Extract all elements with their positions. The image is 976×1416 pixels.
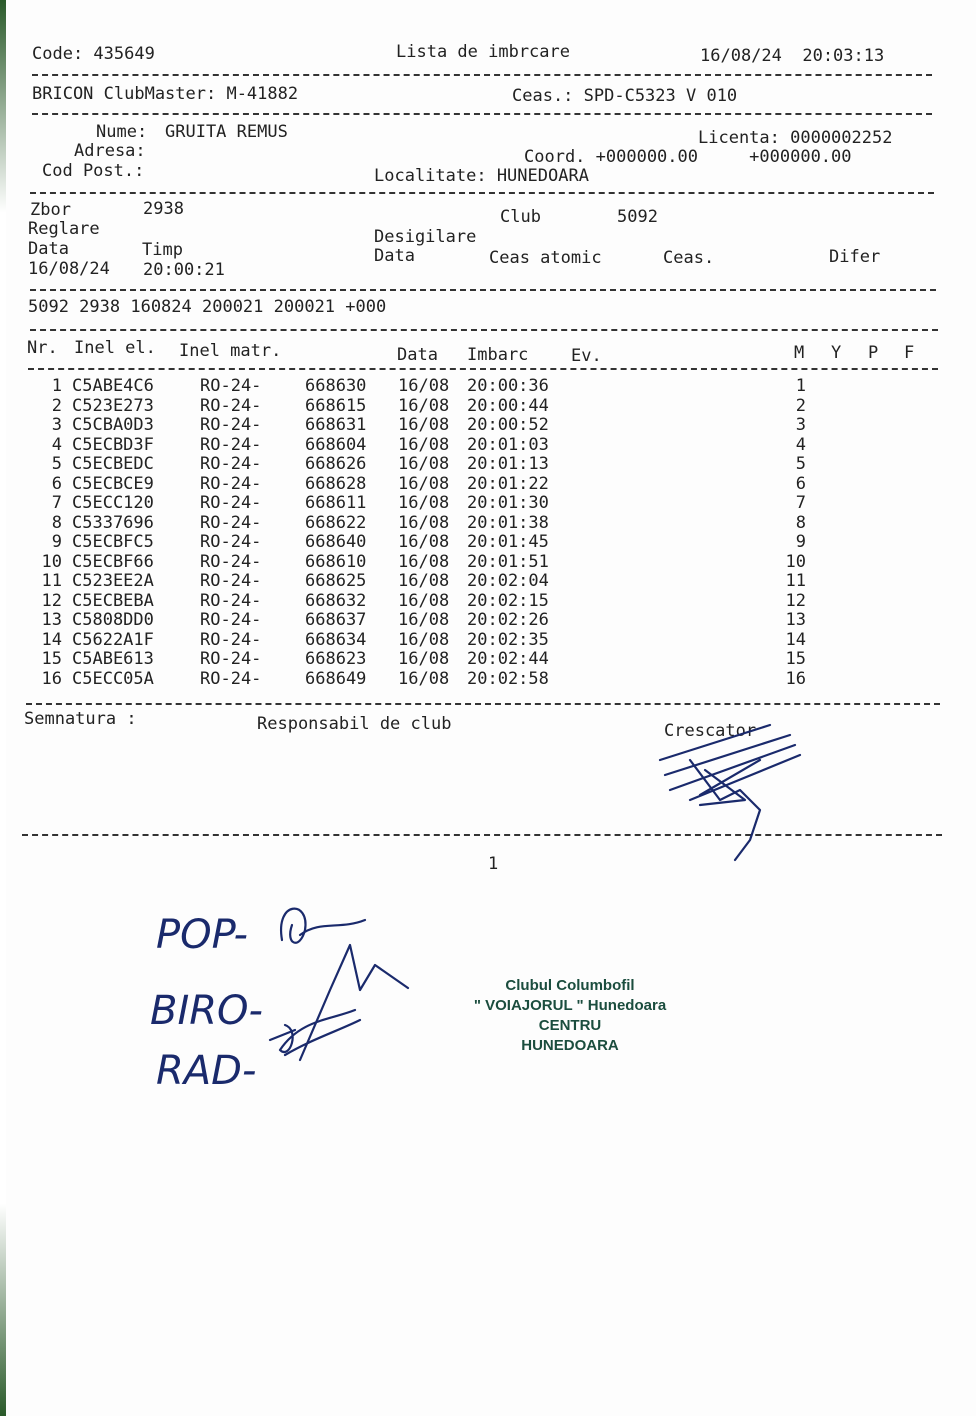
cell-date: 16/08 bbox=[398, 629, 450, 650]
cell-el: C5ECBEDC bbox=[72, 454, 154, 474]
cell-m: 16 bbox=[785, 668, 806, 689]
cell-prefix: RO-24- bbox=[200, 395, 262, 416]
cell-time: 20:02:44 bbox=[467, 649, 549, 669]
clock-text: Ceas.: SPD-C5323 V 010 bbox=[512, 86, 738, 106]
coord-text: Coord. +000000.00 +000000.00 bbox=[524, 147, 852, 167]
cell-prefix: RO-24- bbox=[200, 629, 262, 650]
cell-m: 2 bbox=[795, 395, 806, 416]
adresa-label: Adresa: bbox=[74, 141, 146, 161]
difer-label: Difer bbox=[829, 247, 881, 267]
cell-date: 16/08 bbox=[398, 395, 450, 416]
club-stamp bbox=[440, 976, 700, 1056]
cell-nr: 2 bbox=[51, 395, 62, 416]
cell-el: C5ECC05A bbox=[72, 668, 154, 689]
cell-el: C5ABE613 bbox=[72, 649, 154, 669]
col-imbarc: Imbarc bbox=[467, 345, 529, 365]
code-text: Code: 435649 bbox=[32, 44, 155, 64]
cell-m: 7 bbox=[795, 493, 806, 513]
col-inel-el: Inel el. bbox=[74, 338, 156, 358]
nume-label: Nume: bbox=[96, 122, 148, 142]
cell-el: C5ECBFC5 bbox=[72, 532, 154, 552]
reglare-date: 16/08/24 bbox=[28, 259, 110, 279]
cell-el: C5ECBEBA bbox=[72, 590, 154, 611]
cell-date: 16/08 bbox=[398, 434, 450, 455]
codpost-label: Cod Post.: bbox=[42, 161, 145, 181]
cell-m: 14 bbox=[785, 629, 806, 650]
cell-time: 20:01:13 bbox=[467, 454, 549, 474]
stamp-line-4: HUNEDOARA bbox=[521, 1037, 619, 1054]
cell-matr: 668626 bbox=[305, 454, 367, 474]
cell-matr: 668630 bbox=[305, 376, 367, 396]
cell-el: C5337696 bbox=[72, 512, 154, 533]
semnatura-label: Semnatura : bbox=[24, 709, 137, 729]
cell-m: 15 bbox=[785, 649, 806, 669]
cell-date: 16/08 bbox=[398, 649, 450, 669]
cell-date: 16/08 bbox=[398, 376, 450, 396]
cell-m: 3 bbox=[795, 415, 806, 435]
cell-m: 4 bbox=[795, 434, 806, 455]
cell-m: 5 bbox=[795, 454, 806, 474]
cell-date: 16/08 bbox=[398, 610, 450, 630]
ceas-atomic-label: Ceas atomic bbox=[489, 248, 602, 268]
cell-time: 20:01:03 bbox=[467, 434, 549, 455]
cell-prefix: RO-24- bbox=[200, 551, 262, 572]
cell-date: 16/08 bbox=[398, 571, 450, 591]
cell-nr: 11 bbox=[41, 571, 62, 591]
cell-matr: 668610 bbox=[305, 551, 367, 572]
cell-m: 10 bbox=[785, 551, 806, 572]
cell-m: 9 bbox=[795, 532, 806, 552]
col-y: Y bbox=[831, 343, 842, 363]
cell-prefix: RO-24- bbox=[200, 610, 262, 630]
cell-prefix: RO-24- bbox=[200, 434, 262, 455]
cell-nr: 12 bbox=[41, 590, 62, 611]
cell-time: 20:00:44 bbox=[467, 395, 549, 416]
cell-time: 20:02:04 bbox=[467, 571, 549, 591]
crescator-label: Crescator bbox=[664, 721, 757, 741]
cell-matr: 668634 bbox=[305, 629, 367, 650]
handwritten-pop: POP- bbox=[156, 912, 248, 958]
cell-nr: 5 bbox=[51, 454, 62, 474]
cell-time: 20:02:26 bbox=[467, 610, 549, 630]
cell-time: 20:01:38 bbox=[467, 512, 549, 533]
cell-time: 20:01:30 bbox=[467, 493, 549, 513]
cell-nr: 9 bbox=[51, 532, 62, 552]
cell-el: C523E273 bbox=[72, 395, 154, 416]
cell-prefix: RO-24- bbox=[200, 590, 262, 611]
cell-date: 16/08 bbox=[398, 532, 450, 552]
cell-matr: 668628 bbox=[305, 473, 367, 494]
cell-prefix: RO-24- bbox=[200, 493, 262, 513]
col-data: Data bbox=[397, 345, 438, 365]
cell-prefix: RO-24- bbox=[200, 454, 262, 474]
cell-prefix: RO-24- bbox=[200, 571, 262, 591]
cell-matr: 668611 bbox=[305, 493, 367, 513]
col-f: F bbox=[904, 343, 915, 363]
cell-nr: 14 bbox=[41, 629, 62, 650]
zbor-value: 2938 bbox=[143, 199, 184, 219]
cell-matr: 668625 bbox=[305, 571, 367, 591]
cell-matr: 668637 bbox=[305, 610, 367, 630]
cell-date: 16/08 bbox=[398, 551, 450, 572]
cell-prefix: RO-24- bbox=[200, 532, 262, 552]
cell-time: 20:02:58 bbox=[467, 668, 549, 689]
owner-name: GRUITA REMUS bbox=[165, 122, 288, 142]
club-value: 5092 bbox=[617, 207, 658, 227]
document-title: Lista de imbrcare bbox=[396, 42, 570, 62]
cell-date: 16/08 bbox=[398, 512, 450, 533]
cell-nr: 1 bbox=[51, 376, 62, 396]
licenta-text: Licenta: 0000002252 bbox=[698, 128, 893, 148]
biro-rad-signature bbox=[270, 945, 408, 1060]
cell-m: 11 bbox=[785, 571, 806, 591]
cell-prefix: RO-24- bbox=[200, 473, 262, 494]
stamp-line-2: " VOIAJORUL " Hunedoara bbox=[473, 997, 667, 1014]
cell-matr: 668615 bbox=[305, 395, 367, 416]
stamp-line-3: CENTRU bbox=[538, 1017, 602, 1034]
club-label: Club bbox=[500, 207, 541, 227]
data2-label: Data bbox=[374, 246, 415, 266]
cell-el: C5622A1F bbox=[72, 629, 154, 650]
cell-nr: 15 bbox=[41, 649, 62, 669]
handwritten-rad: RAD- bbox=[156, 1048, 257, 1094]
cell-matr: 668649 bbox=[305, 668, 367, 689]
cell-time: 20:00:36 bbox=[467, 376, 549, 396]
responsabil-label: Responsabil de club bbox=[257, 714, 452, 734]
cell-m: 1 bbox=[795, 376, 806, 396]
localitate-text: Localitate: HUNEDOARA bbox=[374, 166, 589, 186]
cell-time: 20:02:35 bbox=[467, 629, 549, 650]
cell-m: 8 bbox=[795, 512, 806, 533]
cell-prefix: RO-24- bbox=[200, 415, 262, 435]
timp-label: Timp bbox=[142, 240, 183, 260]
stamp-line-1: Clubul Columbofil bbox=[505, 977, 635, 994]
cell-date: 16/08 bbox=[398, 473, 450, 494]
cell-prefix: RO-24- bbox=[200, 376, 262, 396]
print-datetime: 16/08/24 20:03:13 bbox=[700, 46, 885, 66]
cell-time: 20:00:52 bbox=[467, 415, 549, 435]
summary-line: 5092 2938 160824 200021 200021 +000 bbox=[28, 297, 387, 317]
cell-matr: 668632 bbox=[305, 590, 367, 611]
zbor-label: Zbor bbox=[30, 200, 71, 220]
cell-nr: 8 bbox=[51, 512, 62, 533]
cell-el: C5ECBF66 bbox=[72, 551, 154, 572]
cell-el: C5ABE4C6 bbox=[72, 376, 154, 396]
cell-m: 6 bbox=[795, 473, 806, 494]
device-text: BRICON ClubMaster: M-41882 bbox=[32, 84, 299, 104]
cell-matr: 668623 bbox=[305, 649, 367, 669]
cell-el: C5ECBD3F bbox=[72, 434, 154, 455]
cell-m: 13 bbox=[785, 610, 806, 630]
cell-date: 16/08 bbox=[398, 415, 450, 435]
cell-time: 20:01:22 bbox=[467, 473, 549, 494]
cell-prefix: RO-24- bbox=[200, 649, 262, 669]
cell-nr: 16 bbox=[41, 668, 62, 689]
cell-date: 16/08 bbox=[398, 493, 450, 513]
page-number: 1 bbox=[488, 854, 499, 874]
col-m: M bbox=[794, 343, 805, 363]
cell-matr: 668640 bbox=[305, 532, 367, 552]
cell-matr: 668622 bbox=[305, 512, 367, 533]
cell-nr: 6 bbox=[51, 473, 62, 494]
col-p: P bbox=[868, 343, 879, 363]
cell-el: C5ECC120 bbox=[72, 493, 154, 513]
cell-date: 16/08 bbox=[398, 454, 450, 474]
cell-matr: 668604 bbox=[305, 434, 367, 455]
col-ev: Ev. bbox=[571, 346, 602, 366]
handwritten-biro: BIRO- bbox=[150, 988, 263, 1034]
cell-time: 20:01:51 bbox=[467, 551, 549, 572]
cell-time: 20:01:45 bbox=[467, 532, 549, 552]
cell-prefix: RO-24- bbox=[200, 668, 262, 689]
reglare-time: 20:00:21 bbox=[143, 260, 225, 280]
cell-date: 16/08 bbox=[398, 590, 450, 611]
cell-date: 16/08 bbox=[398, 668, 450, 689]
pop-signature bbox=[281, 909, 365, 943]
cell-nr: 10 bbox=[41, 551, 62, 572]
crescator-signature bbox=[660, 725, 800, 860]
cell-nr: 13 bbox=[41, 610, 62, 630]
cell-el: C5808DD0 bbox=[72, 610, 154, 630]
reglare-label: Reglare bbox=[28, 219, 100, 239]
ceas-label: Ceas. bbox=[663, 248, 715, 268]
cell-nr: 7 bbox=[51, 493, 62, 513]
cell-nr: 3 bbox=[51, 415, 62, 435]
desigilare-label: Desigilare bbox=[374, 227, 477, 247]
cell-el: C523EE2A bbox=[72, 571, 154, 591]
data-label: Data bbox=[28, 239, 69, 259]
cell-matr: 668631 bbox=[305, 415, 367, 435]
cell-el: C5ECBCE9 bbox=[72, 473, 154, 494]
col-nr: Nr. bbox=[27, 338, 58, 358]
col-inel-matr: Inel matr. bbox=[179, 341, 282, 361]
cell-m: 12 bbox=[785, 590, 806, 611]
cell-el: C5CBA0D3 bbox=[72, 415, 154, 435]
cell-time: 20:02:15 bbox=[467, 590, 549, 611]
cell-prefix: RO-24- bbox=[200, 512, 262, 533]
cell-nr: 4 bbox=[51, 434, 62, 455]
